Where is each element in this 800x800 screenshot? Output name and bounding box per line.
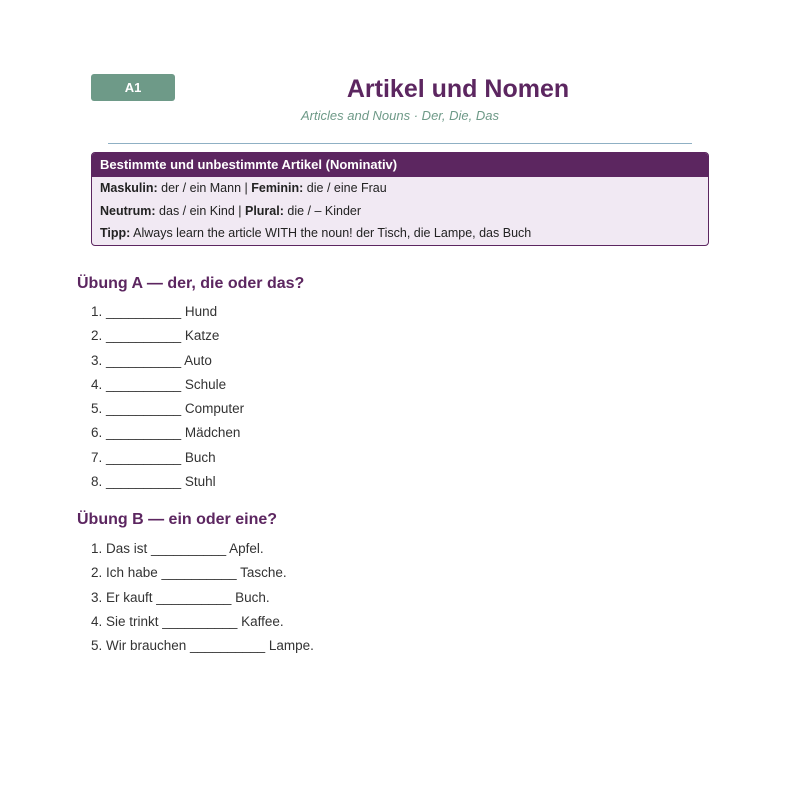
- exercise-b-list: [91, 537, 314, 658]
- list-item: 4. Sie trinkt __________ Kaffee.: [91, 613, 284, 629]
- info-text: der / ein Mann |: [157, 181, 252, 195]
- info-text: die / – Kinder: [283, 203, 362, 218]
- list-item: 7. __________ Buch: [91, 449, 216, 465]
- exercise-a-title: Übung A — der, die oder das?: [77, 275, 305, 292]
- list-item: 6. __________ Mädchen: [91, 425, 241, 441]
- list-item: 1. Das ist __________ Apfel.: [91, 541, 264, 556]
- list-item: 3. Er kauft __________ Buch.: [91, 589, 270, 605]
- exercise-a-list: [91, 300, 244, 494]
- page-title: Artikel und Nomen: [346, 75, 570, 103]
- list-item: 1. __________ Hund: [91, 304, 218, 319]
- list-item: 2. Ich habe __________ Tasche.: [91, 565, 287, 581]
- list-item: 4. __________ Schule: [91, 376, 227, 392]
- info-label: Tipp:: [100, 226, 131, 240]
- list-item: 8. __________ Stuhl: [91, 474, 216, 490]
- level-badge: A1: [91, 74, 175, 101]
- info-text: die / eine Frau: [303, 181, 387, 195]
- list-item: 5. Wir brauchen __________ Lampe.: [91, 638, 314, 654]
- info-text: Always learn the article WITH the noun! der Tisch, die Lampe, das Buch: [130, 226, 532, 240]
- list-item: 5. __________ Computer: [91, 401, 245, 417]
- info-label: Plural:: [244, 203, 284, 218]
- info-label: Maskulin:: [100, 181, 158, 195]
- info-label: Neutrum:: [100, 203, 156, 218]
- list-item: 2. __________ Katze: [91, 328, 220, 344]
- list-item: 3. __________ Auto: [91, 352, 212, 368]
- header-divider: [108, 143, 692, 144]
- info-box-heading: Bestimmte und unbestimmte Artikel (Nominativ): [92, 153, 708, 177]
- info-text: das / ein Kind |: [155, 203, 245, 218]
- grammar-info-box: [91, 152, 709, 246]
- page-subtitle: Articles and Nouns · Der, Die, Das: [301, 108, 499, 123]
- info-row-neut-plural: [92, 200, 708, 223]
- info-label: Feminin:: [251, 181, 304, 195]
- exercise-b-title: Übung B — ein oder eine?: [77, 511, 278, 528]
- info-row-masc-fem: [92, 177, 708, 200]
- info-row-tip: [92, 222, 708, 245]
